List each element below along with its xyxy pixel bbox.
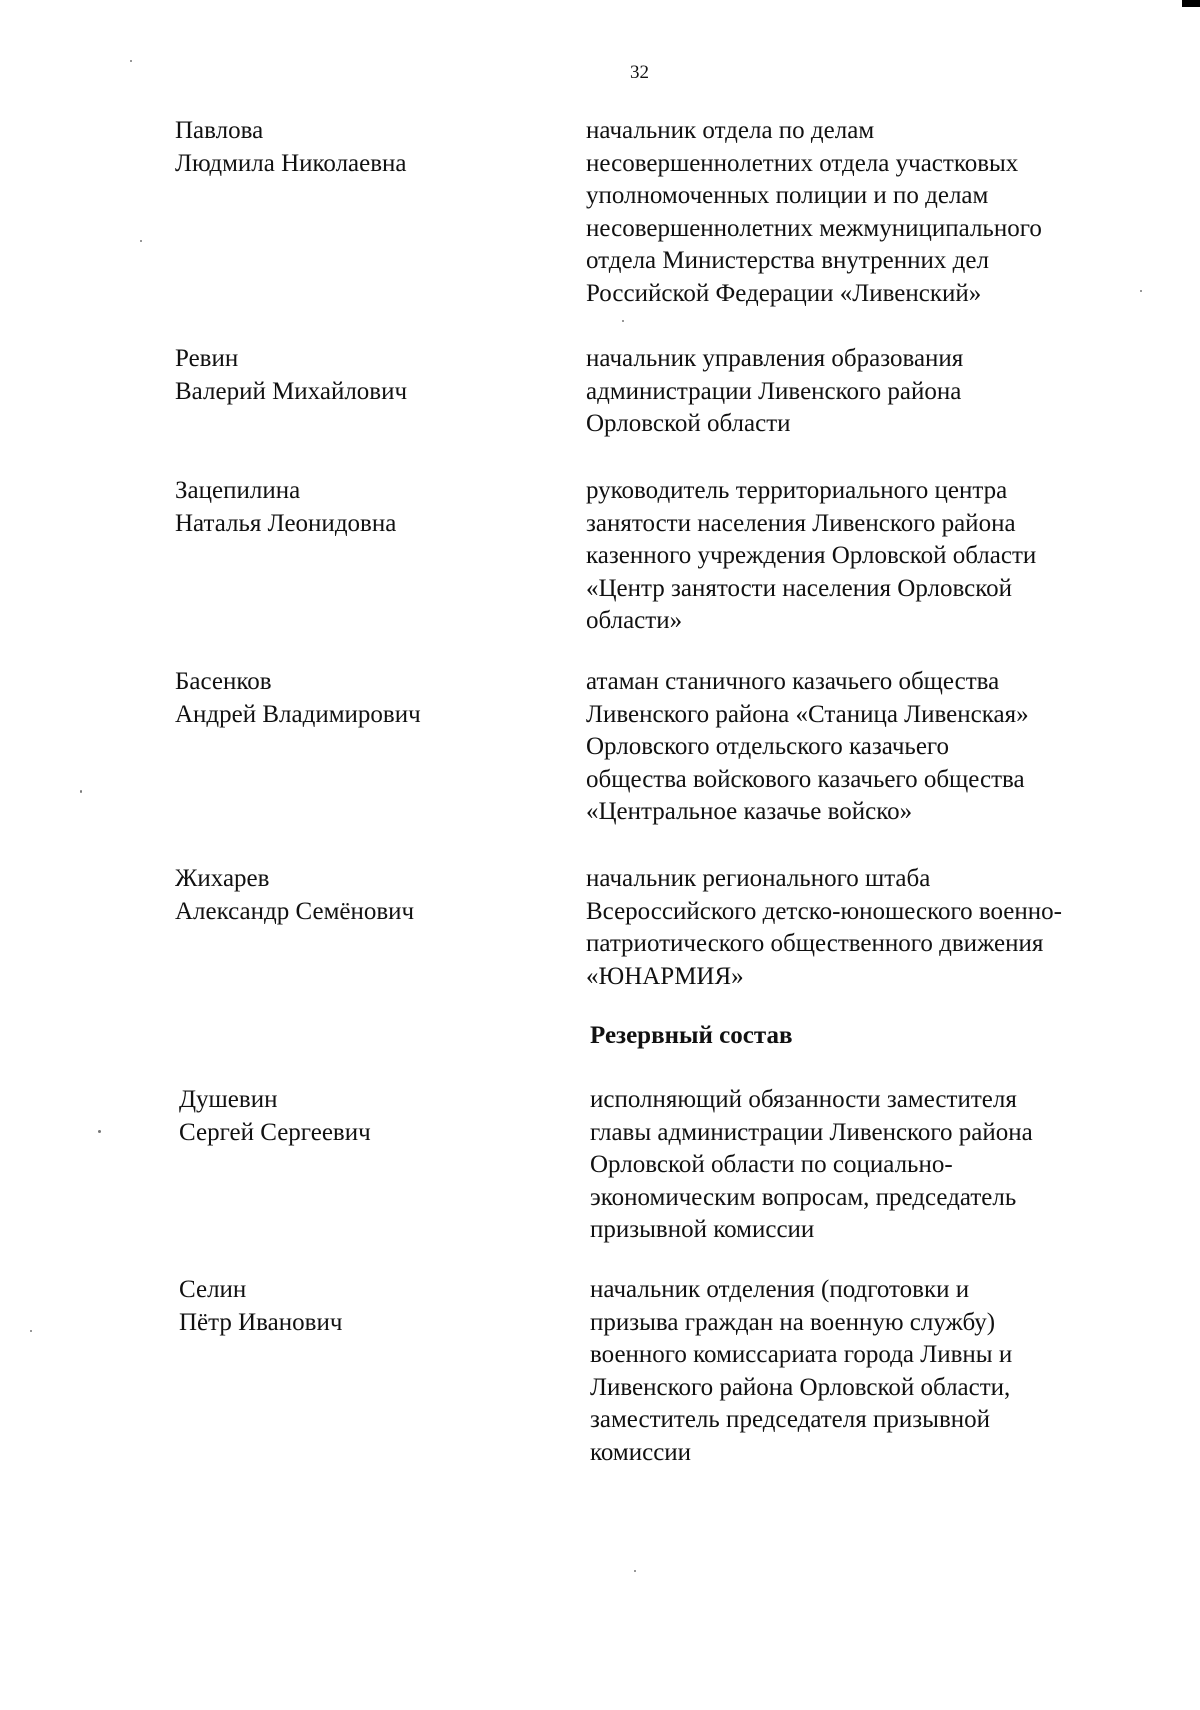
page-number: 32 <box>630 62 649 83</box>
role-line: атаман станичного казачьего общества <box>586 668 1000 695</box>
member-role <box>590 1274 1150 1469</box>
scan-speck <box>634 1570 636 1572</box>
role-line: военного комиссариата города Ливны и <box>590 1341 1013 1368</box>
member-given-name: Валерий Михайлович <box>175 377 408 405</box>
scan-speck <box>80 790 82 793</box>
role-line: Орловского отдельского казачьего <box>586 733 950 760</box>
member-surname: Селин <box>179 1276 247 1303</box>
member-surname: Павлова <box>175 117 264 144</box>
scan-corner-mark <box>1182 0 1200 7</box>
member-given-name: Андрей Владимирович <box>175 700 421 728</box>
role-line: казенного учреждения Орловской области <box>586 542 1037 569</box>
member-surname: Зацепилина <box>175 477 301 504</box>
role-line: руководитель территориального центра <box>586 477 1008 504</box>
role-line: занятости населения Ливенского района <box>586 509 1016 537</box>
member-given-name: Сергей Сергеевич <box>179 1118 371 1146</box>
role-line: Орловской области <box>586 410 791 437</box>
member-given-name: Наталья Леонидовна <box>175 509 397 537</box>
role-line: «Центр занятости населения Орловской <box>586 574 1012 602</box>
member-name <box>179 1084 559 1149</box>
member-role <box>586 115 1146 310</box>
role-line: экономическим вопросам, председатель <box>590 1183 1017 1211</box>
member-surname: Душевин <box>179 1086 278 1113</box>
member-given-name: Людмила Николаевна <box>175 149 407 177</box>
member-surname: Ревин <box>175 345 239 372</box>
role-line: Ливенского района «Станица Ливенская» <box>586 700 1029 728</box>
scan-speck <box>130 60 132 62</box>
member-role <box>590 1084 1150 1247</box>
role-line: призыва граждан на военную службу) <box>590 1308 996 1336</box>
role-line: общества войскового казачьего общества <box>586 765 1025 793</box>
member-name <box>179 1274 559 1339</box>
role-line: главы администрации Ливенского района <box>590 1118 1033 1146</box>
scan-speck <box>622 320 624 322</box>
role-line: области» <box>586 607 683 634</box>
role-line: Всероссийского детско-юношеского военно- <box>586 897 1062 925</box>
member-name <box>175 666 555 731</box>
role-line: начальник управления образования <box>586 345 964 372</box>
member-name <box>175 475 555 540</box>
scan-speck <box>140 240 142 242</box>
role-line: «ЮНАРМИЯ» <box>586 962 744 990</box>
role-line: отдела Министерства внутренних дел <box>586 247 989 274</box>
role-line: уполномоченных полиции и по делам <box>586 182 989 209</box>
member-name <box>175 115 555 180</box>
role-line: призывной комиссии <box>590 1216 815 1243</box>
scan-speck <box>30 1330 32 1332</box>
role-line: начальник отдела по делам <box>586 117 875 144</box>
section-heading-reserve: Резервный состав <box>590 1022 793 1049</box>
member-role <box>586 475 1146 638</box>
role-line: «Центральное казачье войско» <box>586 798 913 825</box>
role-line: Орловской области по социально- <box>590 1151 953 1178</box>
member-role <box>586 863 1146 993</box>
role-line: начальник отделения (подготовки и <box>590 1276 970 1303</box>
member-given-name: Александр Семёнович <box>175 897 415 925</box>
scan-speck <box>1140 290 1142 292</box>
role-line: Российской Федерации «Ливенский» <box>586 279 982 307</box>
role-line: комиссии <box>590 1438 692 1466</box>
member-name <box>175 343 555 408</box>
member-role <box>586 666 1146 829</box>
member-given-name: Пётр Иванович <box>179 1308 343 1336</box>
member-surname: Басенков <box>175 668 272 695</box>
scan-speck <box>98 1130 101 1133</box>
role-line: исполняющий обязанности заместителя <box>590 1086 1017 1113</box>
role-line: Ливенского района Орловской области, <box>590 1373 1011 1401</box>
member-name <box>175 863 555 928</box>
role-line: несовершеннолетних отдела участковых <box>586 149 1019 177</box>
role-line: заместитель председателя призывной <box>590 1406 990 1433</box>
role-line: несовершеннолетних межмуниципального <box>586 214 1042 242</box>
role-line: патриотического общественного движения <box>586 930 1044 957</box>
role-line: начальник регионального штаба <box>586 865 931 892</box>
member-role <box>586 343 1146 441</box>
member-surname: Жихарев <box>175 865 270 892</box>
role-line: администрации Ливенского района <box>586 377 962 405</box>
